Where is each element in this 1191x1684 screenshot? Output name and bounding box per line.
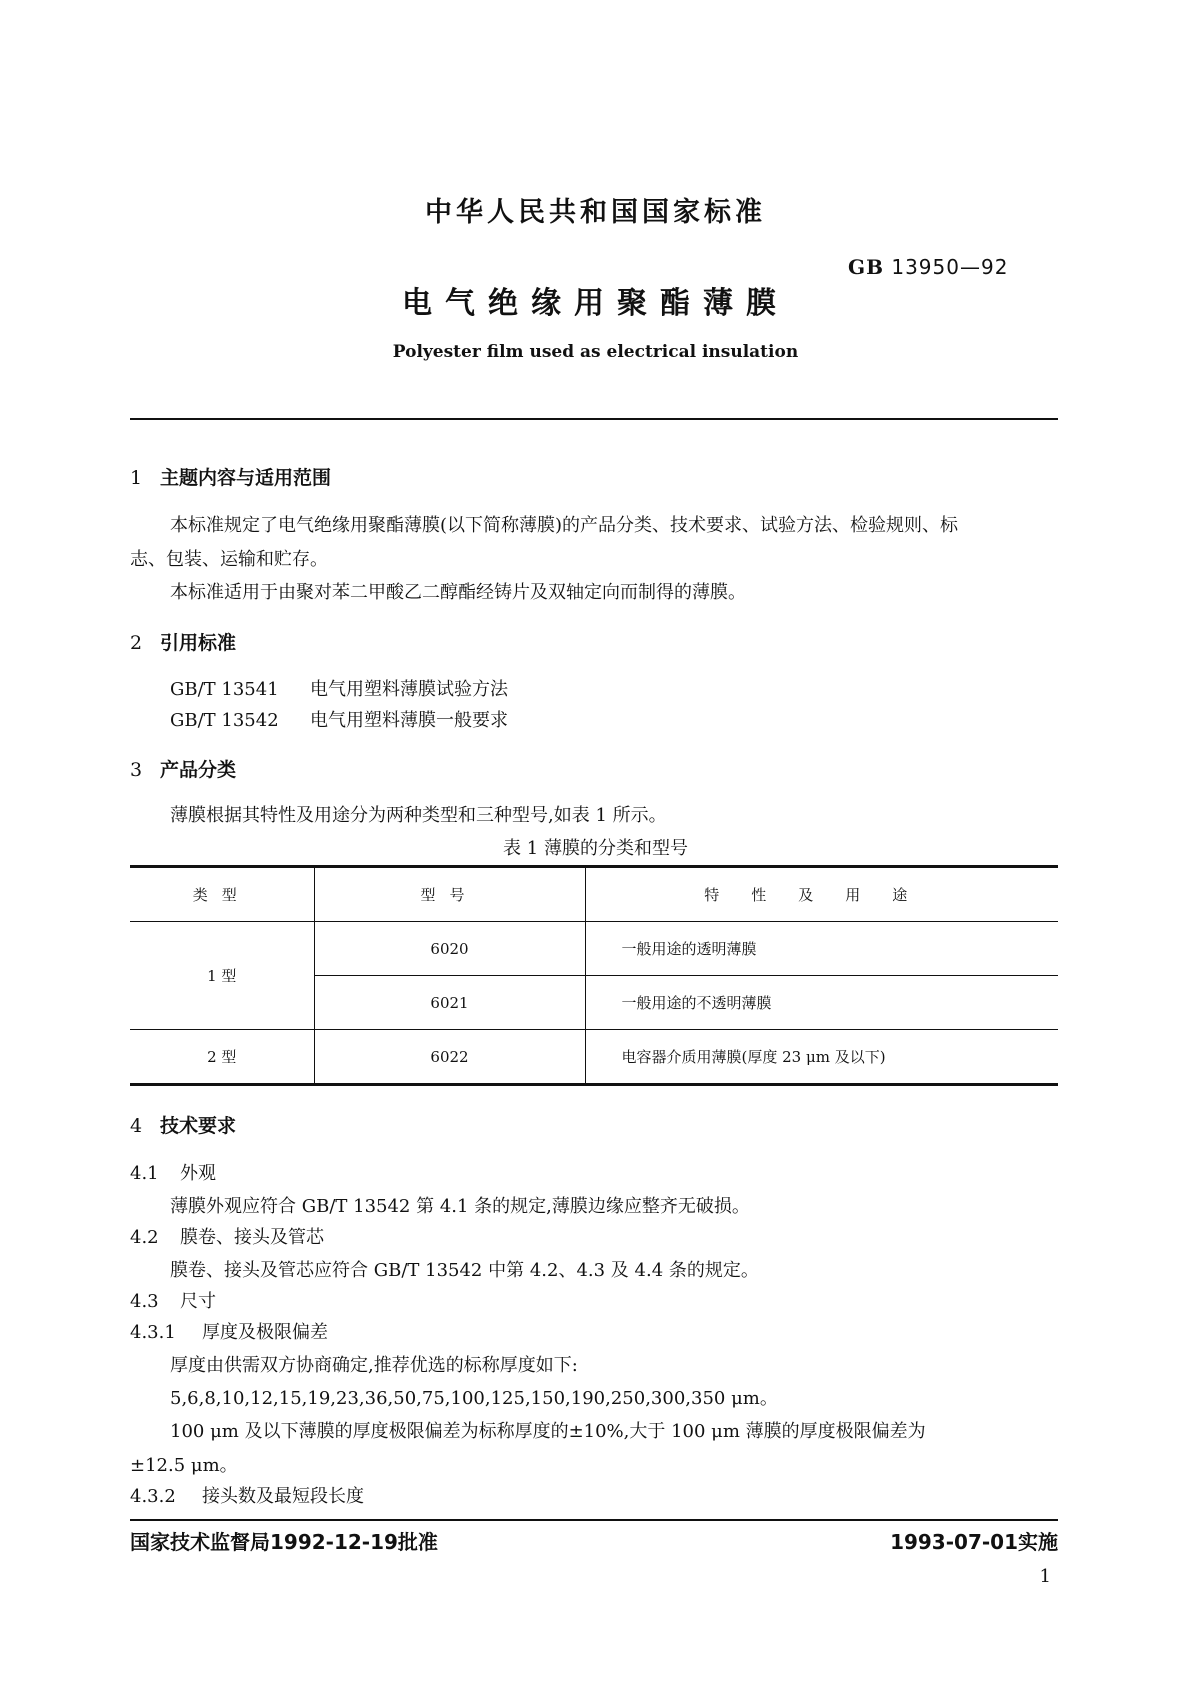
subsection-number: 4.3 — [130, 1291, 159, 1312]
section-2-title: 引用标准 — [160, 632, 237, 654]
subsection-title: 厚度及极限偏差 — [202, 1322, 328, 1343]
national-standard-title: 中华人民共和国国家标准 — [425, 197, 766, 228]
subsection-number: 4.3.2 — [130, 1486, 176, 1507]
section-3-paragraph: 薄膜根据其特性及用途分为两种类型和三种型号,如表 1 所示。 — [170, 805, 667, 826]
section-3-number: 3 — [130, 759, 143, 781]
model-cell: 6020 — [314, 922, 585, 976]
section-1-paragraph-1-line-2: 志、包装、运输和贮存。 — [130, 549, 328, 570]
type-cell: 1 型 — [130, 922, 314, 1030]
classification-table — [130, 865, 1058, 1086]
table-header-row — [130, 867, 1058, 922]
model-cell: 6022 — [314, 1030, 585, 1085]
header-divider — [130, 418, 1058, 420]
subsection-number: 4.2 — [130, 1227, 159, 1248]
page-number: 1 — [1039, 1566, 1051, 1587]
standard-code: 13950—92 — [891, 255, 1009, 279]
subsection-title: 接头数及最短段长度 — [202, 1486, 364, 1507]
reference-item — [170, 706, 508, 732]
model-cell: 6021 — [314, 976, 585, 1030]
section-3-title: 产品分类 — [160, 759, 237, 781]
reference-code: GB/T 13541 — [170, 679, 279, 700]
document-title-cn: 电气绝缘用聚酯薄膜 — [402, 286, 789, 321]
standard-number — [848, 255, 1008, 279]
approval-date: 国家技术监督局1992-12-19批准 — [130, 1530, 438, 1554]
section-1-paragraph-2: 本标准适用于由聚对苯二甲酸乙二醇酯经铸片及双轴定向而制得的薄膜。 — [170, 582, 746, 603]
subsection-number: 4.3.1 — [130, 1322, 176, 1343]
use-cell: 电容器介质用薄膜(厚度 23 μm 及以下) — [585, 1030, 1058, 1085]
section-2-heading — [130, 628, 236, 655]
table-caption: 表 1 薄膜的分类和型号 — [503, 838, 688, 859]
subsection-title: 尺寸 — [180, 1291, 216, 1312]
table-row — [130, 922, 1058, 976]
section-1-number: 1 — [130, 467, 143, 489]
section-2-number: 2 — [130, 632, 143, 654]
subsection-4-1-text: 薄膜外观应符合 GB/T 13542 第 4.1 条的规定,薄膜边缘应整齐无破损。 — [170, 1196, 750, 1217]
reference-title: 电气用塑料薄膜一般要求 — [310, 710, 508, 731]
reference-code: GB/T 13542 — [170, 710, 279, 731]
subsection-4-1-heading — [130, 1159, 216, 1185]
subsection-4-3-1-text-1: 厚度由供需双方协商确定,推荐优选的标称厚度如下: — [170, 1355, 578, 1376]
section-1-paragraph-1-line-1: 本标准规定了电气绝缘用聚酯薄膜(以下简称薄膜)的产品分类、技术要求、试验方法、检验规则、标 — [170, 515, 959, 536]
use-cell: 一般用途的不透明薄膜 — [585, 976, 1058, 1030]
use-cell: 一般用途的透明薄膜 — [585, 922, 1058, 976]
type-cell: 2 型 — [130, 1030, 314, 1085]
table-row — [130, 1030, 1058, 1085]
section-3-heading — [130, 755, 236, 782]
section-4-title: 技术要求 — [160, 1115, 237, 1137]
header-type: 类型 — [130, 867, 314, 922]
thickness-values: 5,6,8,10,12,15,19,23,36,50,75,100,125,150,190,250,300,350 μm。 — [170, 1388, 778, 1409]
subsection-4-3-heading — [130, 1287, 216, 1313]
subsection-number: 4.1 — [130, 1163, 159, 1184]
section-1-title: 主题内容与适用范围 — [160, 467, 332, 489]
section-1-heading — [130, 463, 331, 490]
section-4-number: 4 — [130, 1115, 143, 1137]
subsection-title: 外观 — [180, 1163, 216, 1184]
header-use: 特性及用途 — [585, 867, 1058, 922]
standard-prefix: GB — [848, 255, 884, 279]
subsection-4-2-text: 膜卷、接头及管芯应符合 GB/T 13542 中第 4.2、4.3 及 4.4 条的规定。 — [170, 1260, 759, 1281]
subsection-4-3-1-heading — [130, 1318, 328, 1344]
subsection-4-3-2-heading — [130, 1482, 364, 1508]
section-4-heading — [130, 1111, 236, 1138]
subsection-4-2-heading — [130, 1223, 324, 1249]
subsection-title: 膜卷、接头及管芯 — [180, 1227, 324, 1248]
subsection-4-3-1-text-2-line-1: 100 μm 及以下薄膜的厚度极限偏差为标称厚度的±10%,大于 100 μm 薄膜的厚度极限偏差为 — [170, 1421, 926, 1442]
reference-title: 电气用塑料薄膜试验方法 — [310, 679, 508, 700]
reference-item — [170, 675, 508, 701]
footer-divider — [130, 1519, 1058, 1521]
header-model: 型号 — [314, 867, 585, 922]
document-title-en: Polyester film used as electrical insulation — [392, 342, 799, 362]
implementation-date: 1993-07-01实施 — [890, 1530, 1058, 1554]
subsection-4-3-1-text-2-line-2: ±12.5 μm。 — [130, 1455, 238, 1476]
